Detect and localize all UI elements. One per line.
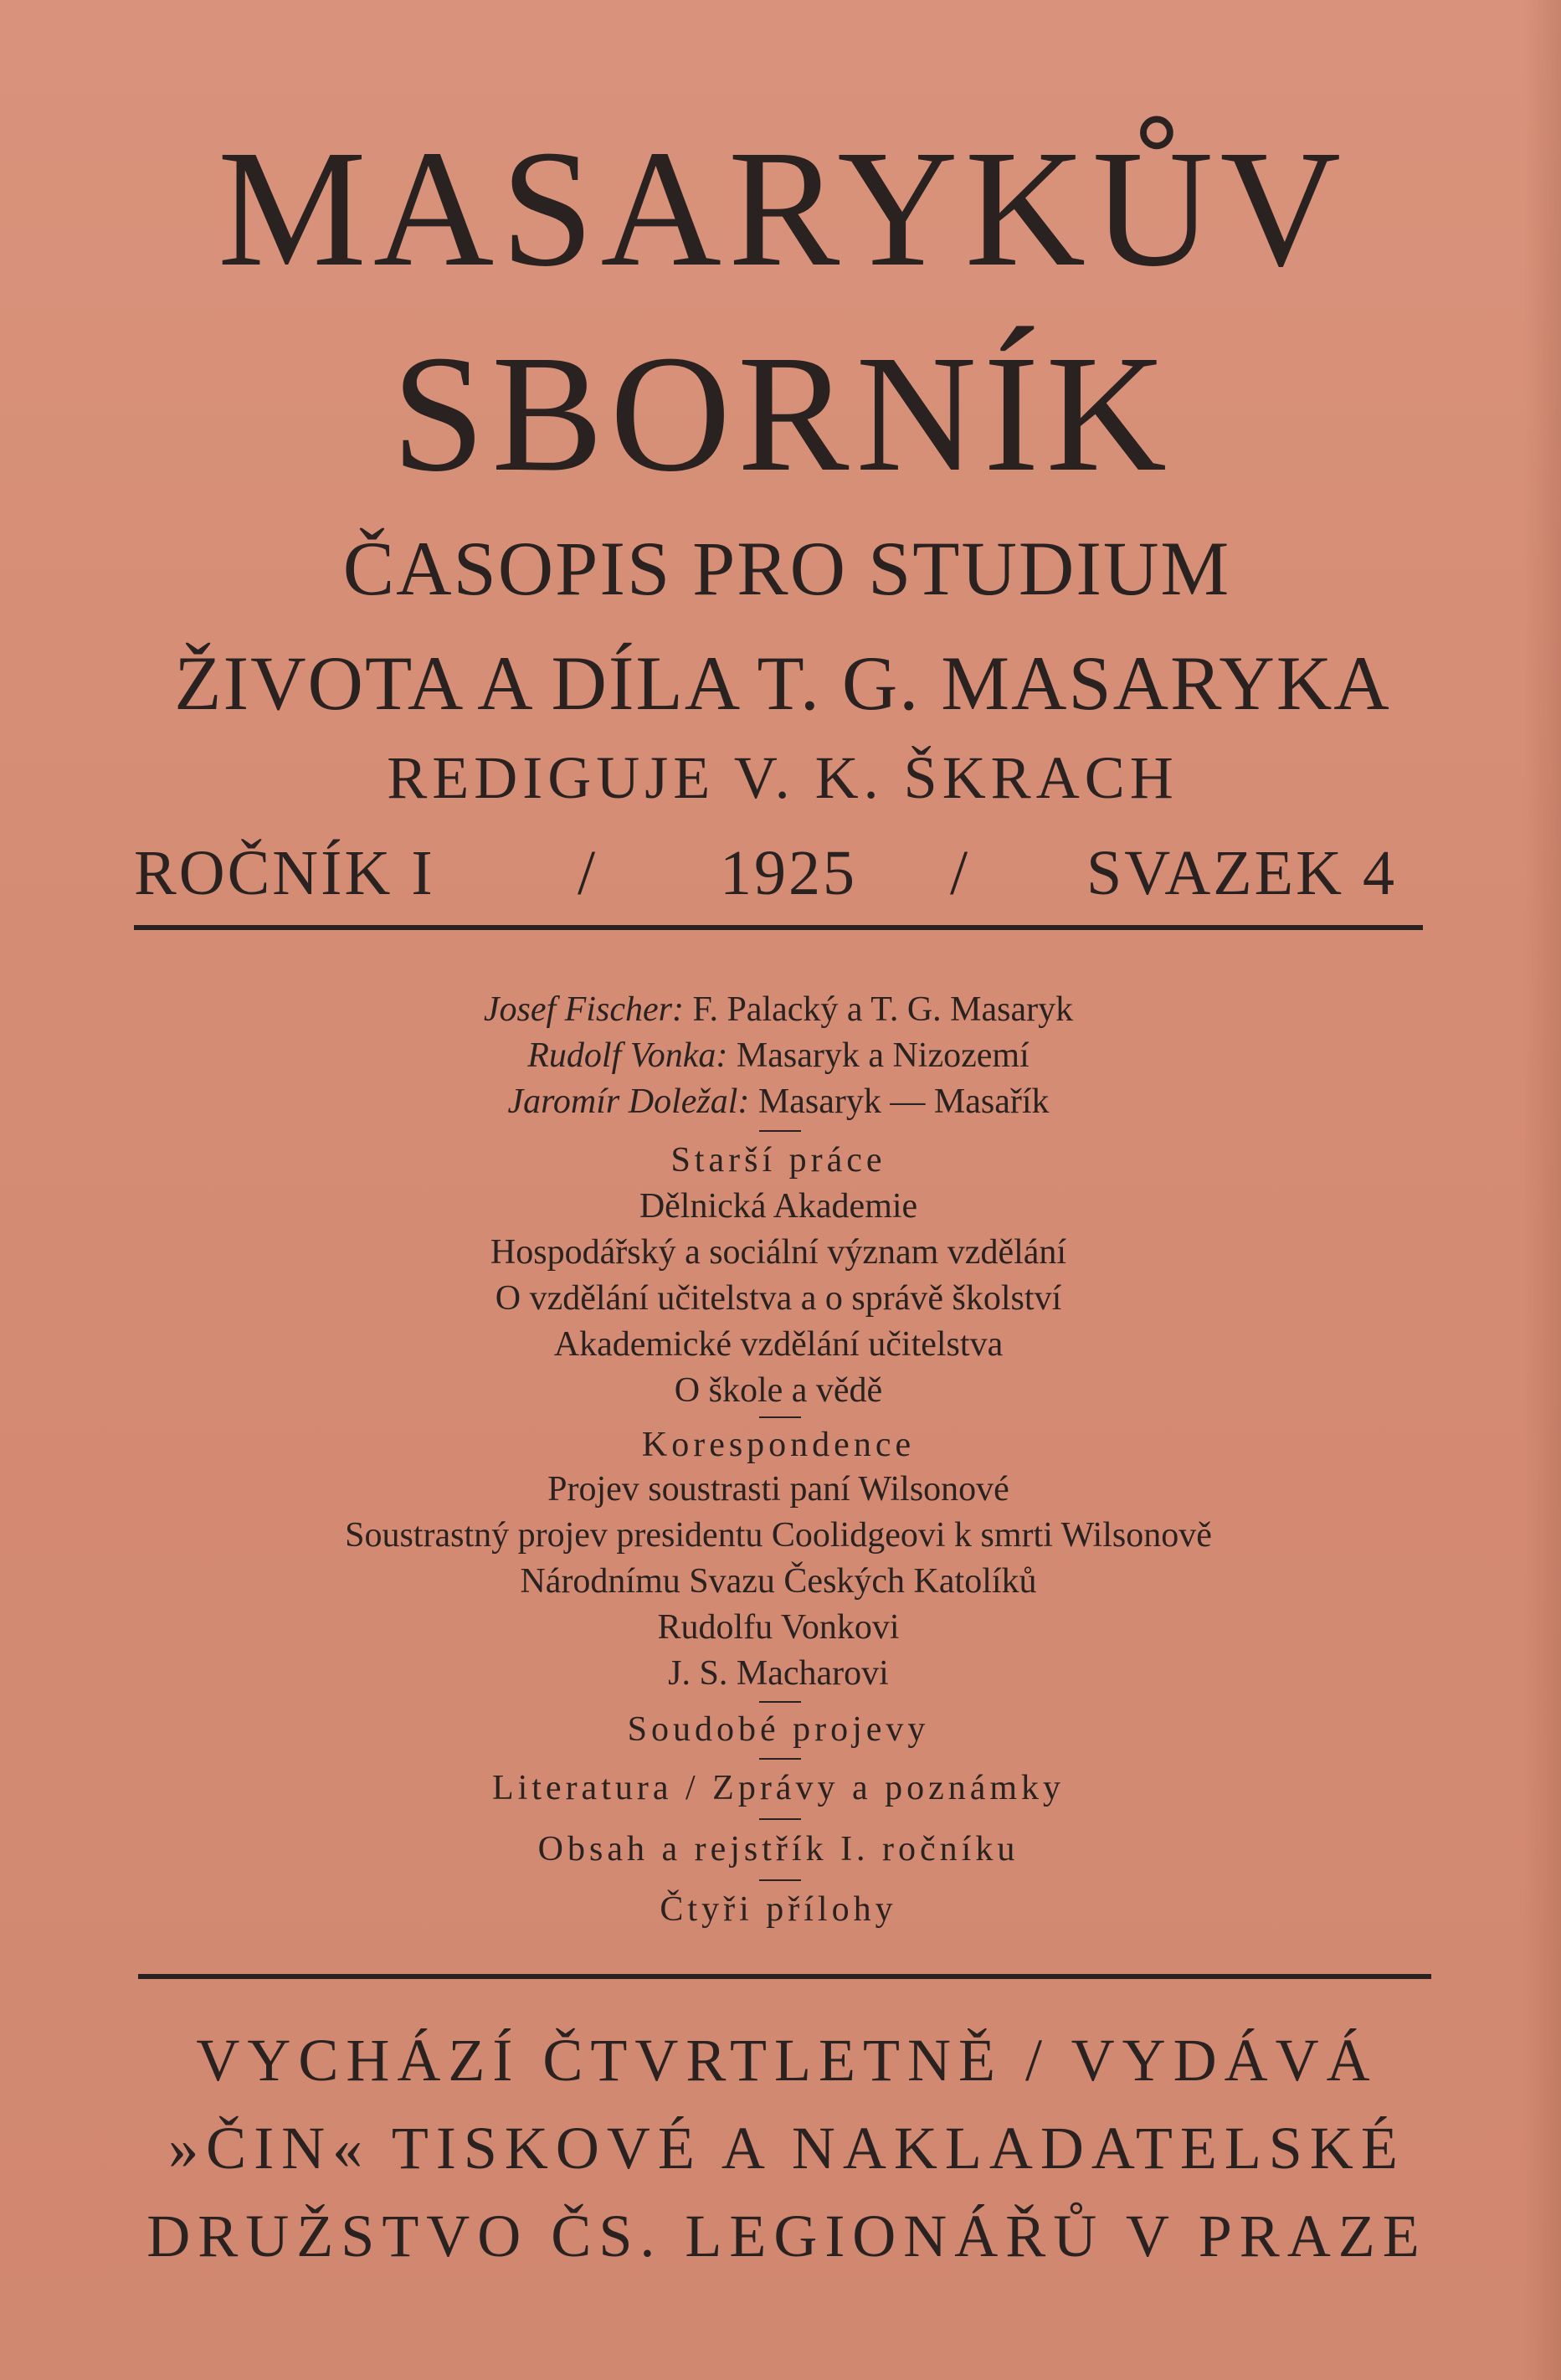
footer-line-1: VYCHÁZÍ ČTVRTLETNĚ / VYDÁVÁ: [196, 2027, 1378, 2094]
separator-dash: [759, 1758, 801, 1760]
toc-article-1-title: F. Palacký a T. G. Masaryk: [692, 990, 1074, 1029]
footer-line-3: DRUŽSTVO ČS. LEGIONÁŘŮ V PRAZE: [146, 2203, 1427, 2269]
subtitle-line-2: ŽIVOTA A DÍLA T. G. MASARYKA: [174, 640, 1391, 726]
title-line-1: MASARYKŮV: [217, 116, 1348, 301]
toc-older-item-5: O škole a vědě: [674, 1371, 883, 1410]
toc-article-3-author: Jaromír Doležal:: [507, 1082, 750, 1121]
subtitle-line-1: ČASOPIS PRO STUDIUM: [342, 526, 1231, 611]
volume-rocnik: ROČNÍK I: [134, 838, 435, 908]
toc-older-item-2: Hospodářský a sociální význam vzdělání: [490, 1233, 1067, 1272]
separator-dash: [759, 1416, 801, 1418]
toc-section-contemporary: Soudobé projevy: [627, 1710, 930, 1749]
toc-correspondence-item-4: Rudolfu Vonkovi: [657, 1608, 900, 1647]
separator-dash: [759, 1130, 801, 1132]
toc-article-3: [167, 1084, 1389, 1119]
toc-article-2-author: Rudolf Vonka:: [527, 1036, 728, 1075]
toc-older-item-1: Dělnická Akademie: [639, 1187, 918, 1226]
title-line-2: SBORNÍK: [392, 321, 1173, 506]
toc-older-item-4: Akademické vzdělání učitelstva: [553, 1325, 1004, 1364]
editor-line: REDIGUJE V. K. ŠKRACH: [387, 744, 1178, 811]
toc-correspondence-item-1: Projev soustrasti paní Wilsonové: [547, 1470, 1009, 1509]
toc-correspondence-item-3: Národnímu Svazu Českých Katolíků: [520, 1562, 1037, 1601]
separator-dash: [759, 1701, 801, 1703]
toc-article-1: [167, 992, 1389, 1027]
bottom-rule: [138, 1974, 1431, 1979]
paper-edge-shadow: [1523, 0, 1561, 2380]
toc-article-3-title: Masaryk — Masařík: [757, 1082, 1050, 1121]
toc-article-2-title: Masaryk a Nizozemí: [736, 1036, 1030, 1075]
toc-correspondence-item-5: J. S. Macharovi: [668, 1654, 889, 1693]
toc-correspondence-item-2: Soustrastný projev presidentu Coolidgeovi k smrti Wilsonově: [345, 1516, 1212, 1555]
toc-section-index: Obsah a rejstřík I. ročníku: [537, 1830, 1019, 1869]
toc-section-literature: Literatura / Zprávy a poznámky: [491, 1769, 1065, 1807]
separator-dash: [759, 1818, 801, 1820]
volume-year: 1925: [720, 838, 857, 908]
toc-heading-older-works: Starší práce: [670, 1141, 886, 1180]
footer-line-2: »ČIN« TISKOVÉ A NAKLADATELSKÉ: [168, 2115, 1405, 2182]
volume-row: [134, 838, 1423, 917]
toc-older-item-3: O vzdělání učitelstva a o správě školství: [495, 1279, 1062, 1318]
toc-heading-correspondence: Korespondence: [641, 1426, 916, 1464]
separator-dash: [759, 1879, 801, 1881]
toc-article-1-author: Josef Fischer:: [483, 990, 684, 1029]
volume-separator-1: /: [578, 838, 598, 908]
volume-separator-2: /: [950, 838, 971, 908]
toc-section-supplements: Čtyři přílohy: [660, 1890, 897, 1929]
top-rule: [134, 925, 1423, 930]
toc-article-2: [167, 1038, 1389, 1073]
volume-svazek: SVAZEK 4: [1086, 838, 1397, 908]
